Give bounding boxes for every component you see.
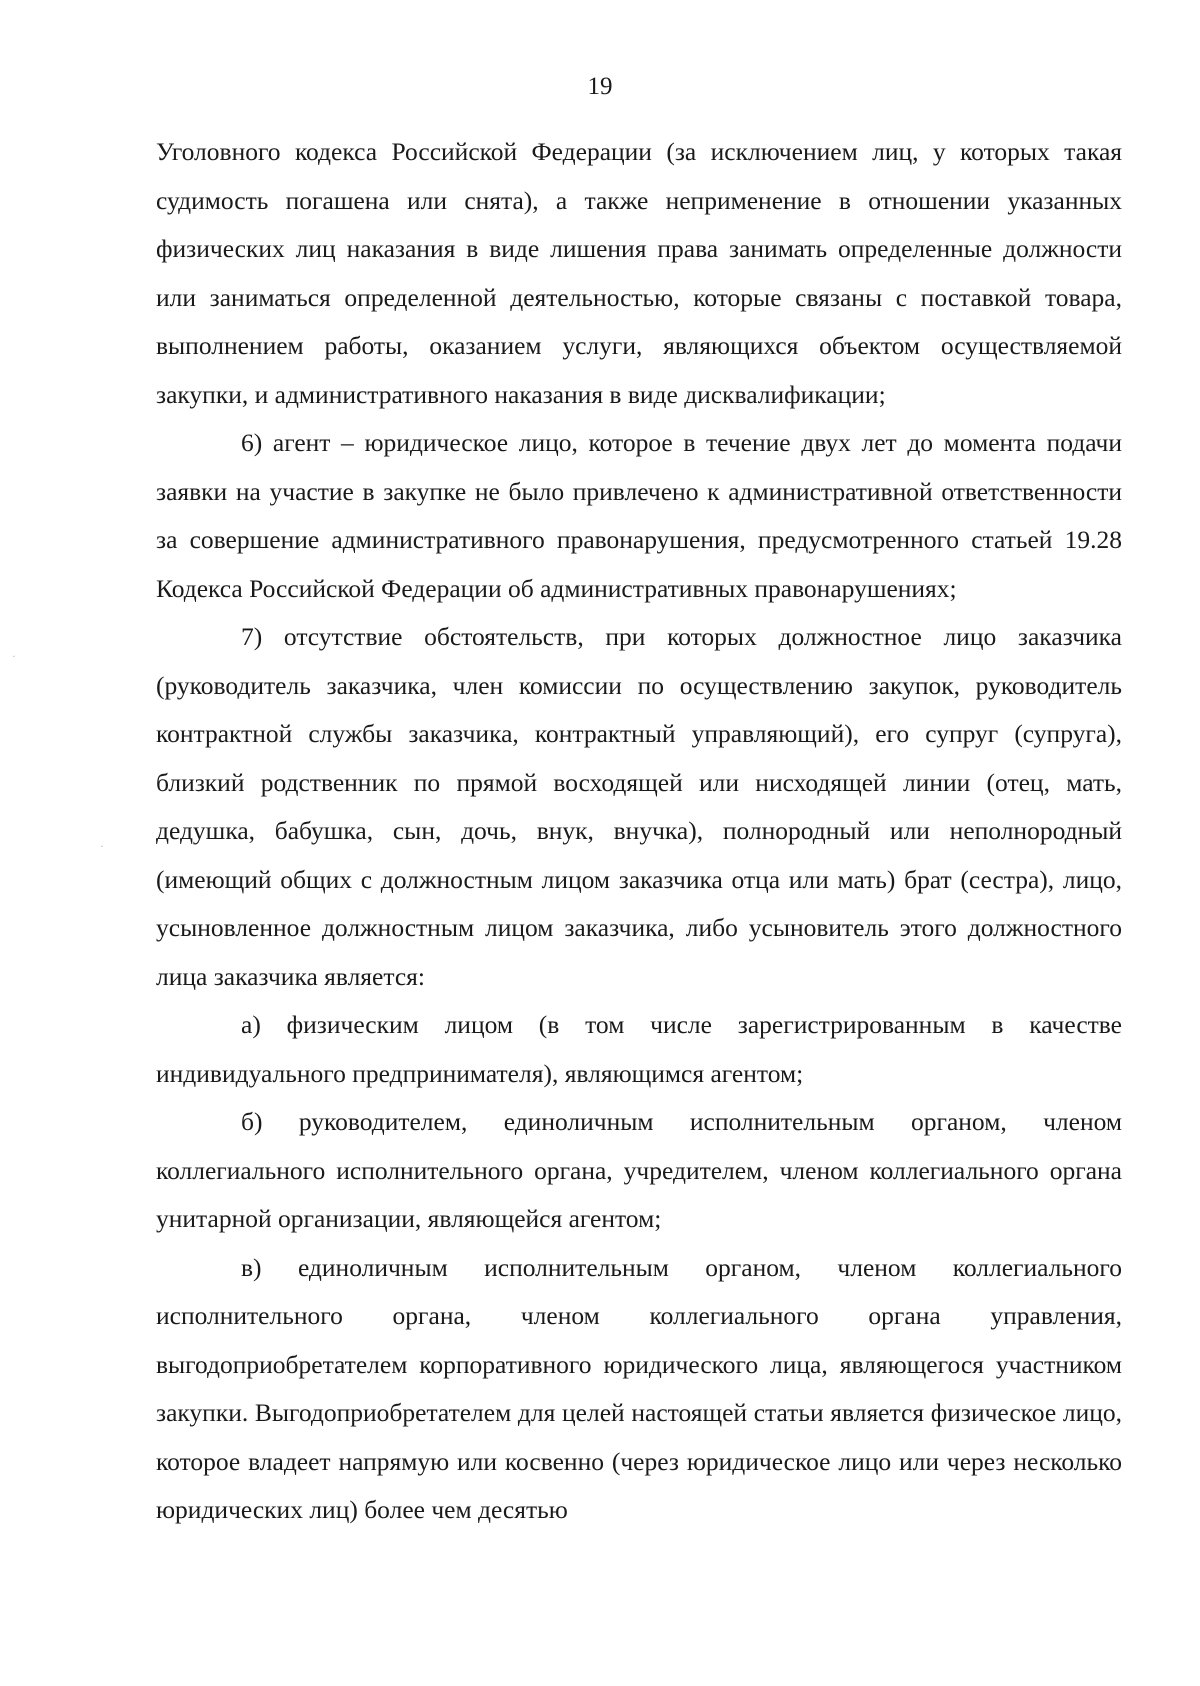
paragraph-item-7a: а) физическим лицом (в том числе зарегистрированным в качестве индивидуального предпринимателя), являющимся агентом; xyxy=(156,1010,1122,1088)
paragraph-item-7b: б) руководителем, единоличным исполнительным органом, членом коллегиального исполнительного органа, учредителем, членом коллегиального органа унитарной организации, являющейся агентом; xyxy=(156,1107,1122,1233)
paragraph-item-7v: в) единоличным исполнительным органом, членом коллегиального исполнительного органа, членом коллегиального органа управления, выгодоприобретателем корпоративного юридического лица, являющегося участником закупки. Выгодоприобретателем для целей настоящей статьи является физическое лицо, которое владеет напрямую или косвенно (через юридическое лицо или через несколько юридических лиц) более чем десятью xyxy=(156,1252,1122,1524)
paragraph-item-7: 7) отсутствие обстоятельств, при которых должностное лицо заказчика (руководитель заказчика, член комиссии по осуществлению закупок, руководитель контрактной службы заказчика, контрактный управляющий), его супруг (супруга), близкий родственник по прямой восходящей или нисходящей линии (отец, мать, дедушка, бабушка, сын, дочь, внук, внучка), полнородный или неполнородный (имеющий общих с должностным лицом заказчика отца или мать) брат (сестра), лицо, усыновленное должностным лицом заказчика, либо усыновитель этого должностного лица заказчика является: xyxy=(156,622,1122,991)
scan-speck: · xyxy=(12,649,16,663)
page-number: 19 xyxy=(587,73,613,100)
document-body xyxy=(156,128,1122,1535)
scan-speck: · xyxy=(100,839,104,853)
paragraph-continuation: Уголовного кодекса Российской Федерации (за исключением лиц, у которых такая судимость погашена или снята), а также неприменение в отношении указанных физических лиц наказания в виде лишения права занимать определенные должности или заниматься определенной деятельностью, которые связаны с поставкой товара, выполнением работы, оказанием услуги, являющихся объектом осуществляемой закупки, и административного наказания в виде дисквалификации; xyxy=(156,137,1122,409)
paragraph-item-6: 6) агент – юридическое лицо, которое в течение двух лет до момента подачи заявки на участие в закупке не было привлечено к административной ответственности за совершение административного правонарушения, предусмотренного статьей 19.28 Кодекса Российской Федерации об административных правонарушениях; xyxy=(156,428,1122,603)
